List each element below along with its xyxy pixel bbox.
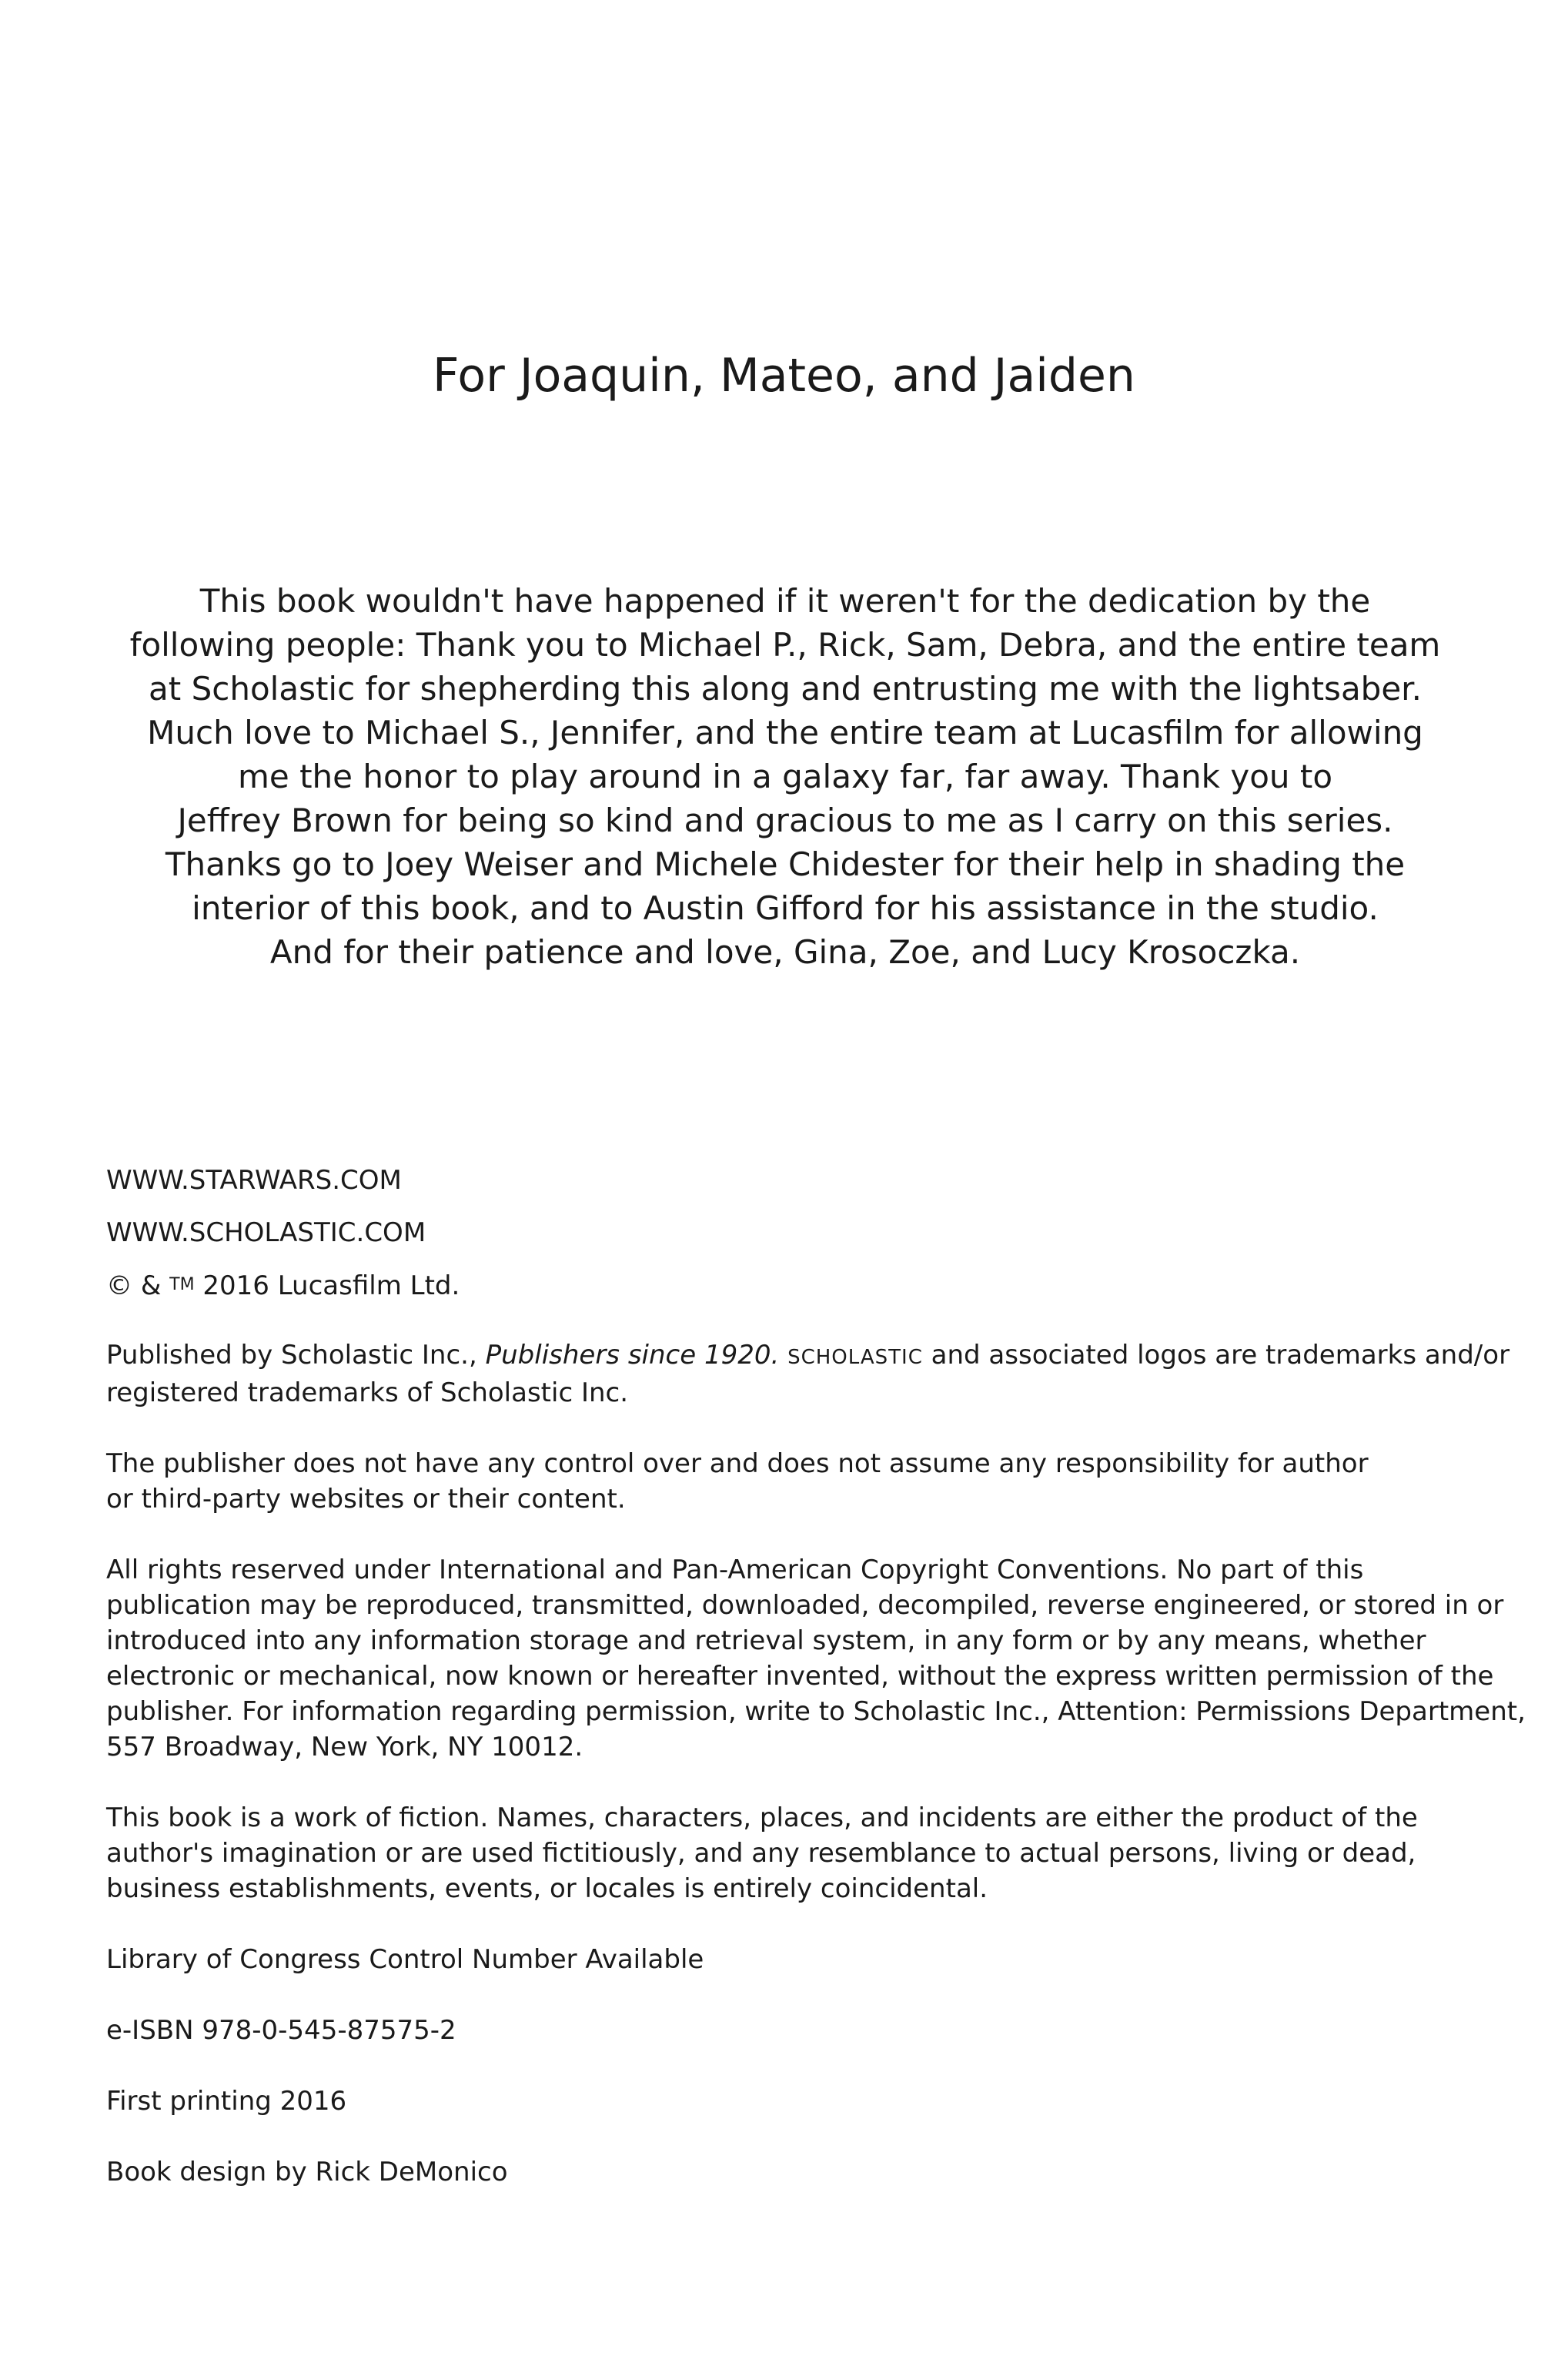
copyright-symbol: © bbox=[106, 1270, 132, 1301]
acknowledgment-line: Thanks go to Joey Weiser and Michele Chidester for their help in shading the bbox=[165, 845, 1406, 883]
isbn-line: e-ISBN 978-0-545-87575-2 bbox=[106, 2015, 456, 2046]
copyright-block bbox=[106, 1163, 1526, 2190]
printing-line: First printing 2016 bbox=[106, 2086, 347, 2117]
responsibility-line: The publisher does not have any control over and does not assume any responsibility for author bbox=[106, 1448, 1369, 1479]
publisher-text-a: Published by Scholastic Inc., bbox=[106, 1340, 477, 1371]
copyright-notice bbox=[106, 1267, 1484, 1304]
trademark-symbol: TM bbox=[169, 1275, 195, 1294]
rights-line: introduced into any information storage and retrieval system, in any form or by any means, whether bbox=[106, 1625, 1426, 1656]
publisher-line bbox=[106, 1337, 1510, 1375]
starwars-url[interactable]: WWW.STARWARS.COM bbox=[106, 1165, 402, 1196]
ampersand: & bbox=[140, 1270, 162, 1301]
acknowledgments bbox=[123, 579, 1447, 974]
rights-line: electronic or mechanical, now known or hereafter invented, without the express written permission of the bbox=[106, 1661, 1494, 1692]
copyright-text: 2016 Lucasfilm Ltd. bbox=[202, 1270, 460, 1301]
responsibility-line: or third-party websites or their content. bbox=[106, 1484, 626, 1515]
rights-line: 557 Broadway, New York, NY 10012. bbox=[106, 1732, 583, 1762]
acknowledgment-line: This book wouldn't have happened if it weren't for the dedication by the bbox=[199, 582, 1371, 620]
scholastic-wordmark: SCHOLASTIC bbox=[787, 1346, 923, 1369]
publisher-line-2: registered trademarks of Scholastic Inc. bbox=[106, 1377, 629, 1408]
fiction-line: author's imagination or are used fictitiously, and any resemblance to actual persons, living or dead, bbox=[106, 1838, 1416, 1869]
scholastic-url[interactable]: WWW.SCHOLASTIC.COM bbox=[106, 1217, 426, 1248]
acknowledgment-line: And for their patience and love, Gina, Zoe, and Lucy Krosoczka. bbox=[269, 933, 1301, 971]
fiction-line: business establishments, events, or locales is entirely coincidental. bbox=[106, 1873, 988, 1904]
acknowledgment-line: following people: Thank you to Michael P., Rick, Sam, Debra, and the entire team bbox=[129, 626, 1441, 664]
rights-line: All rights reserved under International and Pan-American Copyright Conventions. No part of this bbox=[106, 1555, 1364, 1585]
rights-line: publisher. For information regarding permission, write to Scholastic Inc., Attention: Permissions Department, bbox=[106, 1696, 1526, 1727]
dedication: For Joaquin, Mateo, and Jaiden bbox=[433, 349, 1135, 403]
acknowledgment-line: me the honor to play around in a galaxy far, far away. Thank you to bbox=[237, 758, 1333, 795]
fiction-line: This book is a work of fiction. Names, characters, places, and incidents are either the product of the bbox=[106, 1802, 1418, 1833]
rights-line: publication may be reproduced, transmitted, downloaded, decompiled, reverse engineered, or stored in or bbox=[106, 1590, 1504, 1621]
publisher-text-c: and associated logos are trademarks and/or bbox=[931, 1340, 1510, 1371]
publisher-tagline: Publishers since 1920. bbox=[485, 1340, 780, 1371]
acknowledgment-line: at Scholastic for shepherding this along and entrusting me with the lightsaber. bbox=[149, 670, 1422, 708]
acknowledgment-line: Much love to Michael S., Jennifer, and the entire team at Lucasfilm for allowing bbox=[147, 714, 1423, 751]
design-credit: Book design by Rick DeMonico bbox=[106, 2157, 508, 2187]
acknowledgment-line: interior of this book, and to Austin Gifford for his assistance in the studio. bbox=[192, 889, 1379, 927]
acknowledgment-line: Jeffrey Brown for being so kind and gracious to me as I carry on this series. bbox=[177, 802, 1393, 839]
loc-line: Library of Congress Control Number Available bbox=[106, 1944, 704, 1975]
